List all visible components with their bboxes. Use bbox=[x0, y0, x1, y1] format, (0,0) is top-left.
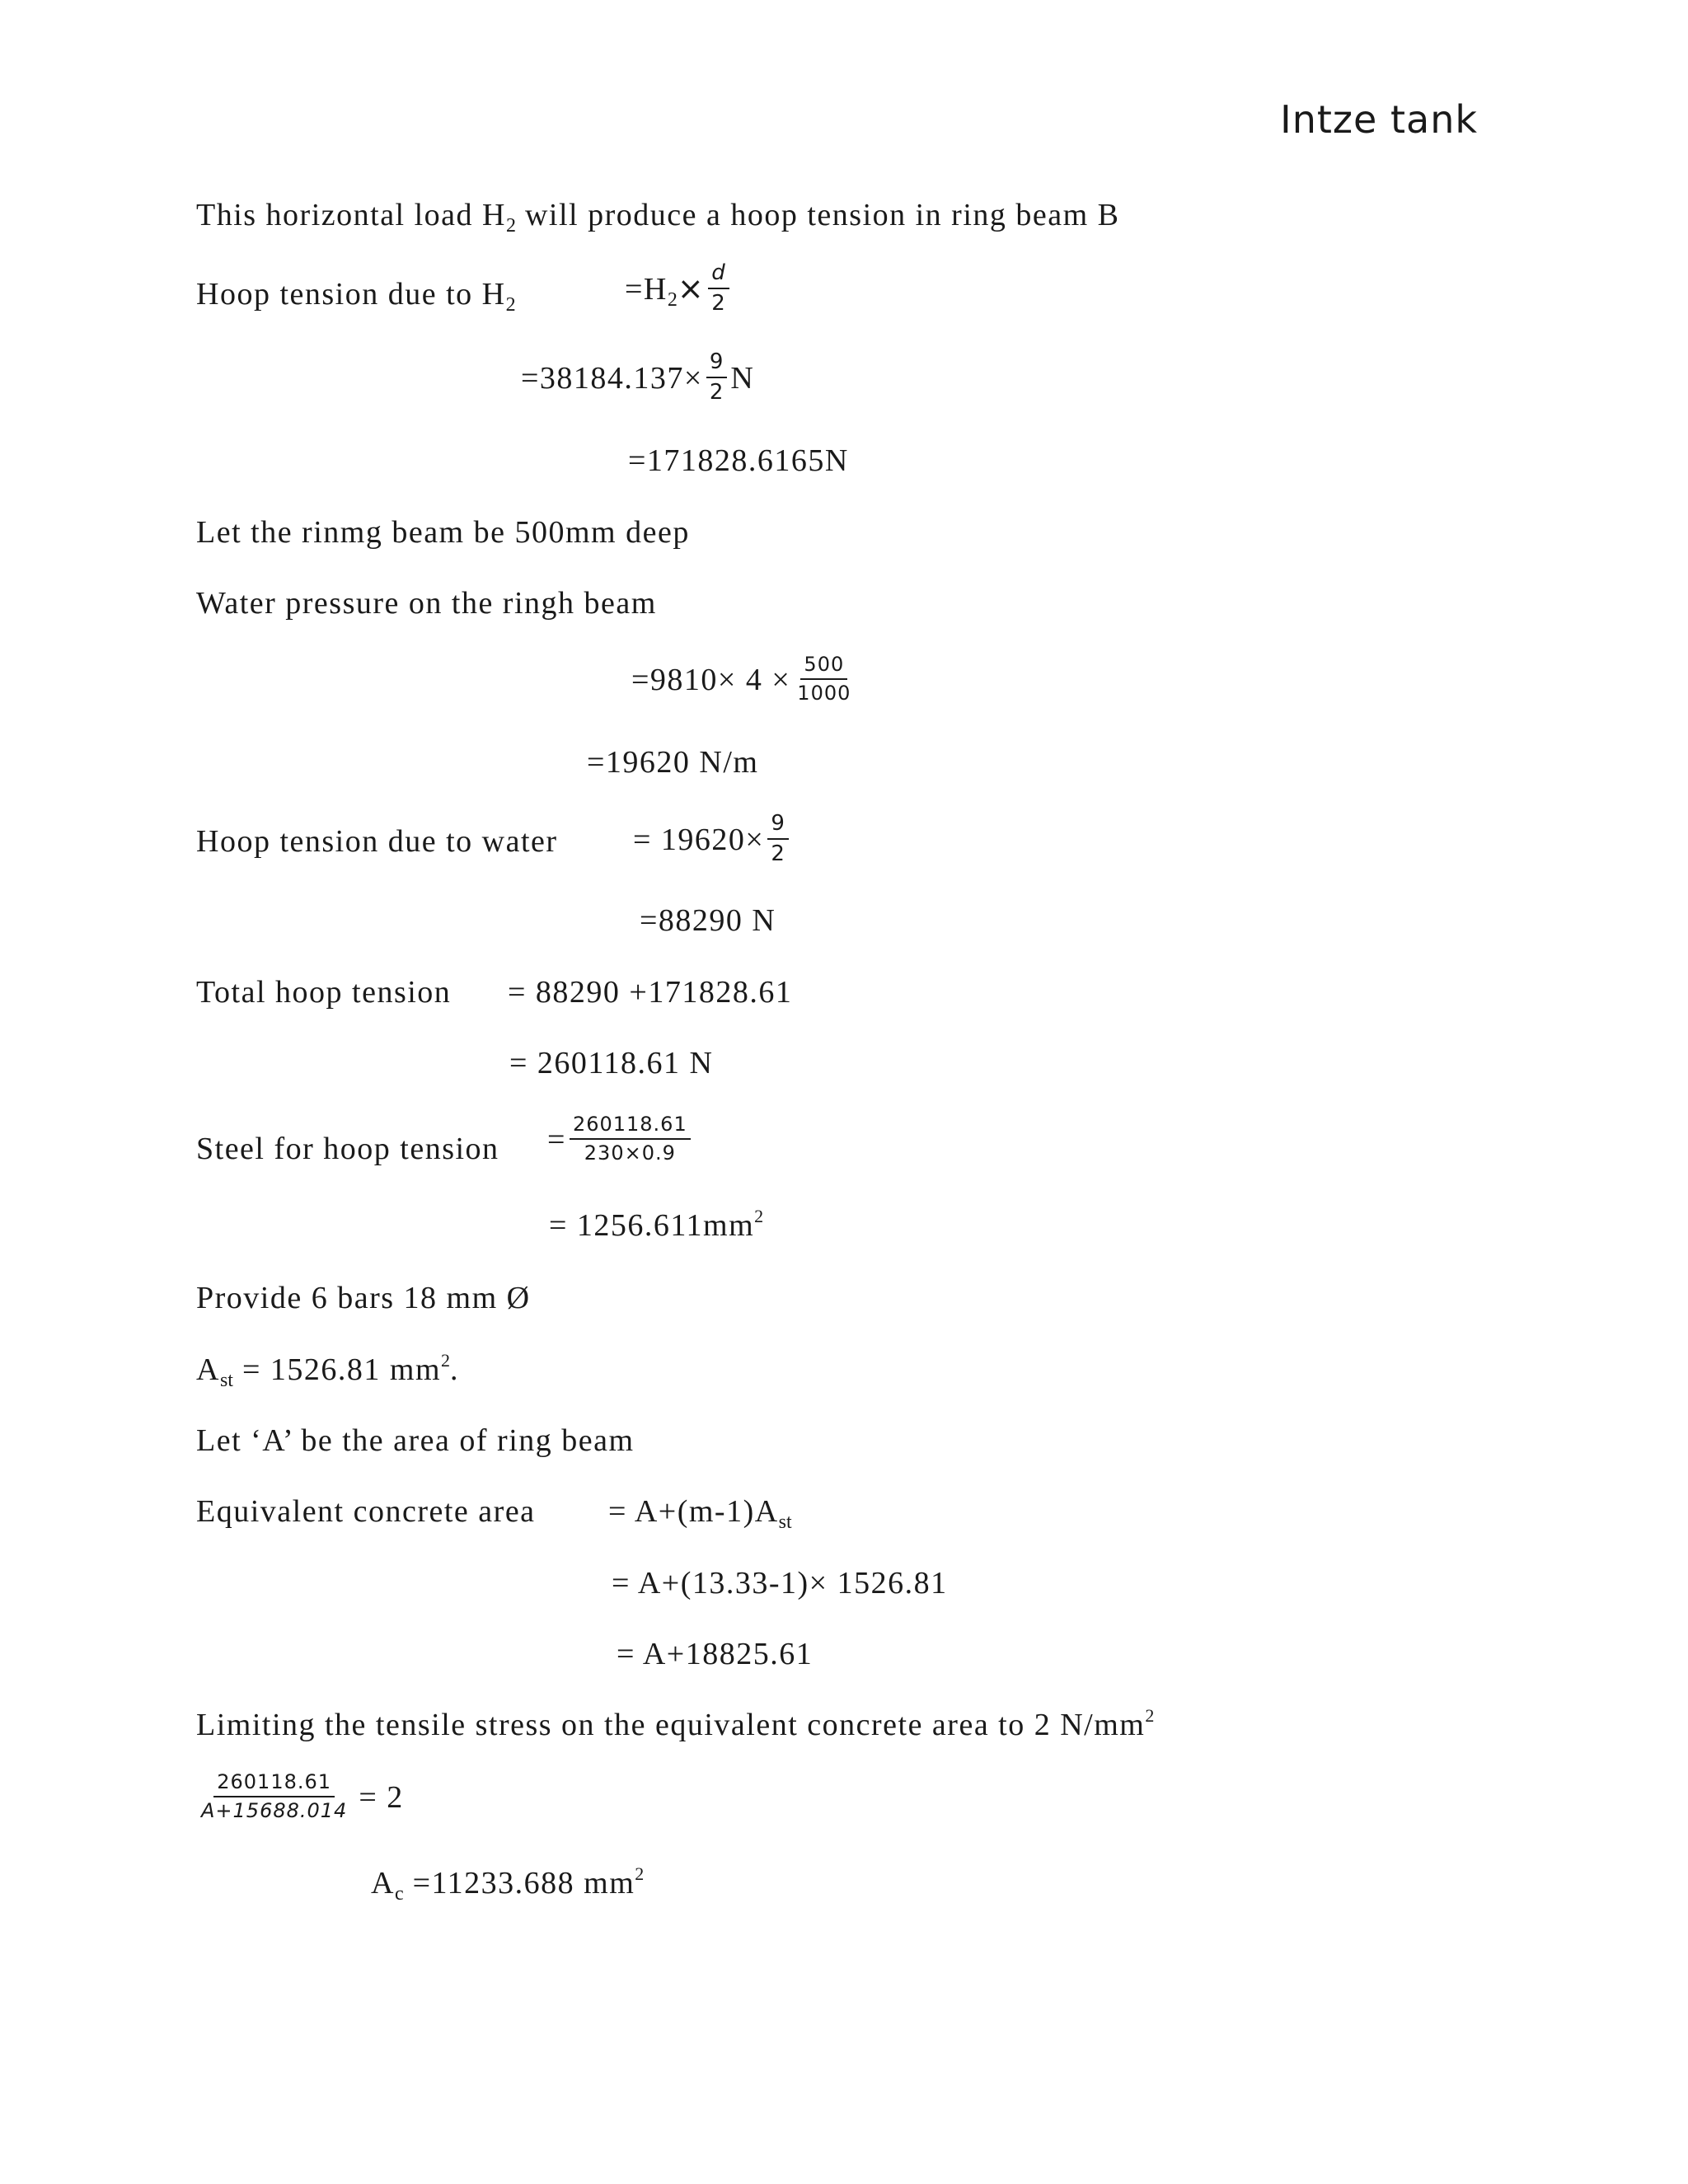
text-line-horizontal-load: This horizontal load $H_2$ will produce a hoop tension in ring beam B bbox=[196, 198, 1120, 237]
equation-total-sum: = 88290 +171828.61 bbox=[508, 975, 793, 1010]
fraction-260118-over-a-plus: $\frac{260118.61}{A+15688.014}$ bbox=[201, 1770, 348, 1823]
page-header-title: Intze tank bbox=[1280, 97, 1478, 142]
text-line-hoop-tension-h2: Hoop tension due to $H_2$ bbox=[196, 277, 516, 316]
equation-19620-times-9-over-2: = 19620× $\frac{9}{2}$ bbox=[633, 816, 792, 869]
result-a-plus-18825: = A+18825.61 bbox=[617, 1637, 814, 1671]
result-1256: = $1256.611mm^2$ bbox=[549, 1206, 764, 1243]
text-line-steel-hoop-tension: Steel for hoop tension bbox=[196, 1132, 499, 1166]
equation-h2-times-d-over-2: $=H_2\times$ $\frac{d}{2}$ bbox=[625, 265, 733, 319]
equation-a-plus-m-minus-1-ast: = $A+(m-1)A_{st}$ bbox=[608, 1494, 792, 1533]
result-19620: =19620 N/m bbox=[587, 745, 759, 780]
text-line-ast: $A_{st} = 1526.81$ $mm^2$. bbox=[196, 1350, 460, 1391]
result-88290: =88290 N bbox=[640, 903, 776, 938]
equation-a-plus-13-33: = A+(13.33-1)× 1526.81 bbox=[612, 1566, 948, 1601]
fraction-d-over-2: $\frac{d}{2}$ bbox=[708, 262, 729, 316]
equation-stress-ratio: $\frac{260118.61}{A+15688.014}$ = 2 bbox=[195, 1775, 404, 1825]
equation-38184: =38184.137× $\frac{9}{2}$ N bbox=[521, 349, 755, 405]
text-line-equivalent-area: Equivalent concrete area bbox=[196, 1494, 536, 1529]
fraction-9-over-2-b: $\frac{9}{2}$ bbox=[767, 813, 789, 866]
fraction-500-over-1000: $\frac{500}{1000}$ bbox=[797, 653, 851, 705]
equation-steel-fraction: = $\frac{260118.61}{230\times 0.9}$ bbox=[547, 1118, 694, 1167]
result-ac: $A_c =11233.688$ $mm^2$ bbox=[371, 1863, 645, 1905]
text-line-water-pressure: Water pressure on the ringh beam bbox=[196, 586, 657, 621]
text-line-limiting-stress: Limiting the tensile stress on the equivalent concrete area to 2 $N/mm^2$ bbox=[196, 1705, 1155, 1742]
fraction-9-over-2: $\frac{9}{2}$ bbox=[706, 351, 728, 405]
result-260118: = 260118.61 N bbox=[509, 1046, 714, 1080]
text-line-hoop-tension-water: Hoop tension due to water bbox=[196, 824, 558, 859]
text-line-total-hoop-tension: Total hoop tension bbox=[196, 975, 452, 1010]
fraction-260118-over-230x09: $\frac{260118.61}{230\times 0.9}$ bbox=[570, 1114, 691, 1164]
result-171828: =171828.6165N bbox=[628, 443, 849, 478]
text-line-area-ring-beam: Let ‘A’ be the area of ring beam bbox=[196, 1423, 635, 1458]
text-line-ring-beam-depth: Let the rinmg beam be 500mm deep bbox=[196, 515, 690, 550]
equation-9810: =9810× 4 × $\frac{500}{1000}$ bbox=[631, 658, 857, 707]
text-line-provide-bars: Provide 6 bars 18 mm Ø bbox=[196, 1281, 531, 1315]
